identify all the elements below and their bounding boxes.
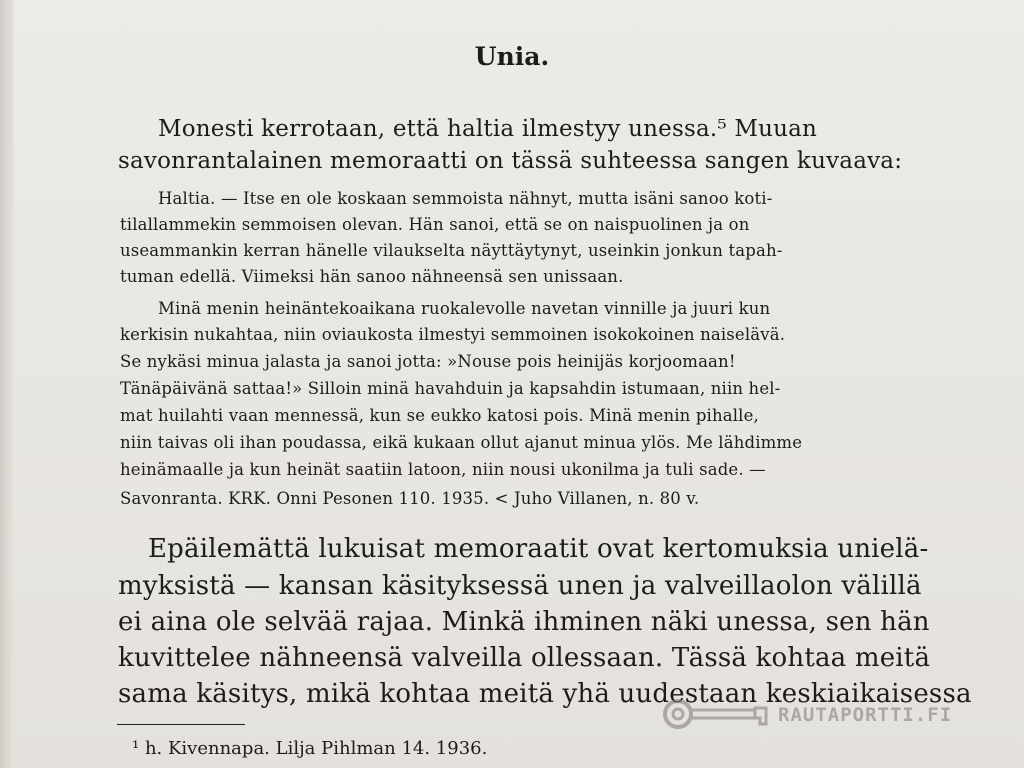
key-icon bbox=[660, 694, 772, 734]
quote-line: Haltia. — Itse en ole koskaan semmoista nähnyt, mutta isäni sanoo koti- bbox=[158, 189, 773, 208]
page-binding-shadow bbox=[0, 0, 14, 768]
body-line: ei aina ole selvää rajaa. Minkä ihminen näki unessa, sen hän bbox=[118, 607, 930, 637]
body-line: myksistä — kansan käsityksessä unen ja valveillaolon välillä bbox=[118, 571, 922, 601]
quote-line: Tänäpäivänä sattaa!» Silloin minä havahduin ja kapsahdin istumaan, niin hel- bbox=[120, 379, 781, 398]
body-line: Epäilemättä lukuisat memoraatit ovat kertomuksia unielä- bbox=[148, 534, 929, 564]
quote-line: Se nykäsi minua jalasta ja sanoi jotta: »Nouse pois heinijäs korjoomaan! bbox=[120, 352, 736, 371]
site-watermark bbox=[660, 690, 990, 742]
chapter-heading: Unia. bbox=[474, 42, 550, 71]
intro-line-2: savonrantalainen memoraatti on tässä suhteessa sangen kuvaava: bbox=[118, 148, 903, 174]
footnote-1: ¹ h. Kivennapa. Lilja Pihlman 14. 1936. bbox=[132, 738, 488, 759]
watermark-text: RAUTAPORTTI.FI bbox=[778, 704, 953, 726]
body-line: sama käsitys, mikä kohtaa meitä yhä uudestaan keskiaikaisessa bbox=[118, 679, 972, 709]
quote-line: niin taivas oli ihan poudassa, eikä kukaan ollut ajanut minua ylös. Me lähdimme bbox=[120, 433, 803, 452]
intro-line-1: Monesti kerrotaan, että haltia ilmestyy unessa.⁵ Muuan bbox=[158, 116, 818, 142]
quote-source-line: Savonranta. KRK. Onni Pesonen 110. 1935. < Juho Villanen, n. 80 v. bbox=[120, 489, 700, 508]
quote-line: mat huilahti vaan mennessä, kun se eukko katosi pois. Minä menin pihalle, bbox=[120, 406, 759, 425]
quote-line: heinämaalle ja kun heinät saatiin latoon, niin nousi ukonilma ja tuli sade. — bbox=[120, 460, 766, 479]
quote-line: Minä menin heinäntekoaikana ruokalevolle navetan vinnille ja juuri kun bbox=[158, 299, 771, 318]
footnote-divider bbox=[117, 724, 245, 725]
body-line: kuvittelee nähneensä valveilla ollessaan. Tässä kohtaa meitä bbox=[118, 643, 931, 673]
quote-line: kerkisin nukahtaa, niin oviaukosta ilmestyi semmoinen isokokoinen naiselävä. bbox=[120, 325, 786, 344]
quote-line: useammankin kerran hänelle vilaukselta näyttäytynyt, useinkin jonkun tapah- bbox=[120, 241, 783, 260]
quote-line: tuman edellä. Viimeksi hän sanoo nähneensä sen unissaan. bbox=[120, 267, 624, 286]
quote-line: tilallammekin semmoisen olevan. Hän sanoi, että se on naispuolinen ja on bbox=[120, 215, 750, 234]
